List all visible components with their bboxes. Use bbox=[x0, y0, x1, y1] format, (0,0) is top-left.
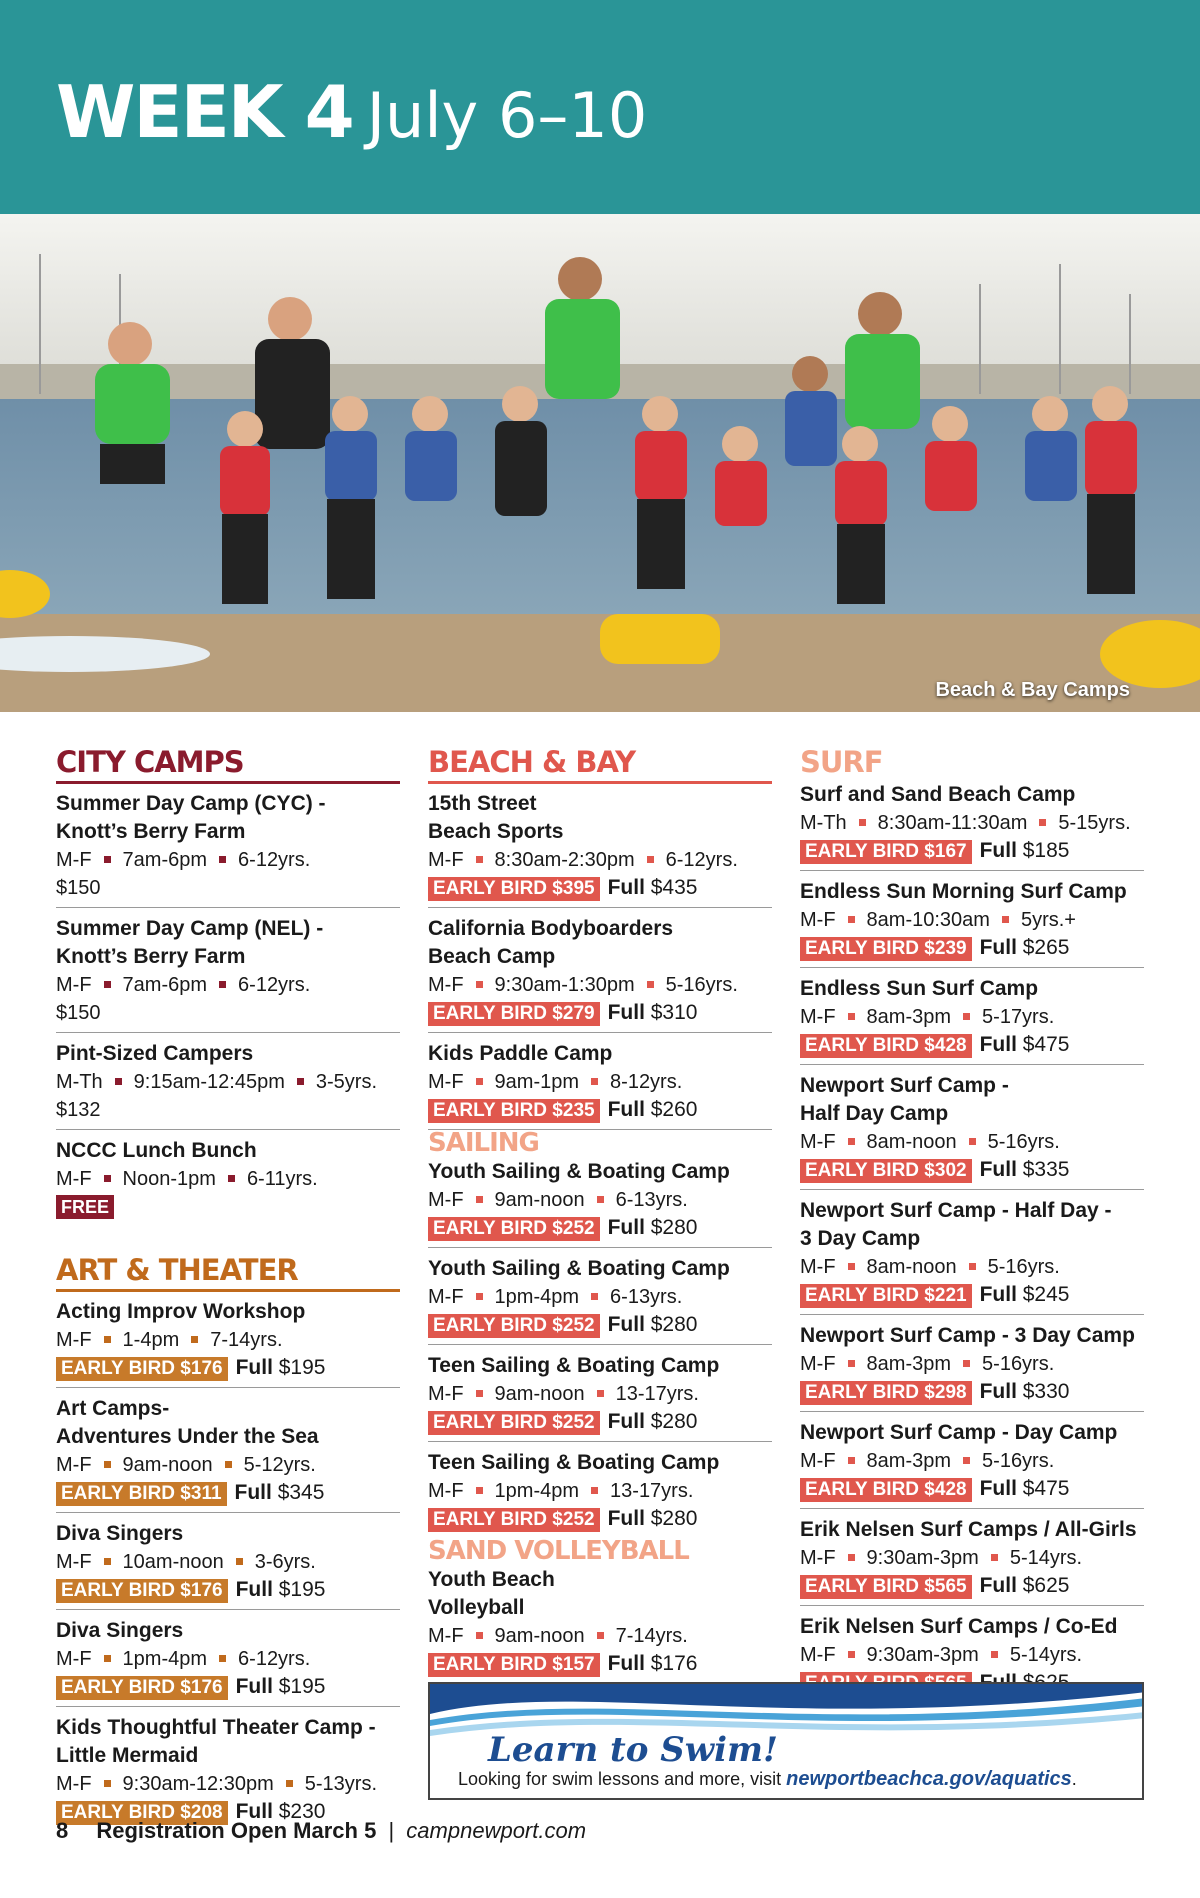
bullet-icon bbox=[963, 1360, 970, 1367]
section-art-theater: ART & THEATER bbox=[56, 1256, 400, 1292]
camp-schedule: M-F 1-4pm 7-14yrs. bbox=[56, 1329, 283, 1351]
camp-schedule: M-F 1pm-4pm 13-17yrs. bbox=[428, 1480, 694, 1502]
camp-name: Diva Singers bbox=[56, 1619, 184, 1642]
camp-name: Newport Surf Camp - Half Day Camp bbox=[800, 1074, 1009, 1125]
list-item bbox=[428, 788, 772, 908]
bullet-icon bbox=[219, 1655, 226, 1662]
bullet-icon bbox=[591, 1487, 598, 1494]
bullet-icon bbox=[476, 856, 483, 863]
list-item bbox=[428, 1350, 772, 1442]
bullet-icon bbox=[991, 1651, 998, 1658]
bullet-icon bbox=[597, 1632, 604, 1639]
camp-price: EARLY BIRD $208 Full $230 bbox=[56, 1798, 400, 1826]
early-bird-badge: EARLY BIRD $252 bbox=[428, 1217, 600, 1241]
free-badge: FREE bbox=[56, 1195, 114, 1219]
week-label: WEEK 4 bbox=[56, 70, 353, 154]
list-item bbox=[56, 788, 400, 908]
camp-photo bbox=[0, 214, 1200, 712]
bullet-icon bbox=[647, 856, 654, 863]
camp-schedule: M-F 9am-noon 13-17yrs. bbox=[428, 1383, 699, 1405]
early-bird-badge: EARLY BIRD $176 bbox=[56, 1357, 228, 1381]
column-3 bbox=[800, 745, 1144, 1707]
photo-caption: Beach & Bay Camps bbox=[935, 679, 1130, 701]
bullet-icon bbox=[228, 1175, 235, 1182]
camp-price: $150 bbox=[56, 877, 101, 899]
camp-name: Newport Surf Camp - 3 Day Camp bbox=[800, 1324, 1135, 1347]
week-dates: July 6–10 bbox=[366, 79, 648, 152]
camp-schedule: M-F 8am-3pm 5-17yrs. bbox=[800, 1006, 1055, 1028]
camp-schedule: M-F 8am-noon 5-16yrs. bbox=[800, 1256, 1060, 1278]
bullet-icon bbox=[476, 1078, 483, 1085]
bullet-icon bbox=[104, 1336, 111, 1343]
list-item bbox=[428, 1156, 772, 1248]
bullet-icon bbox=[848, 1554, 855, 1561]
bullet-icon bbox=[848, 1457, 855, 1464]
early-bird-badge: EARLY BIRD $565 bbox=[800, 1575, 972, 1599]
early-bird-badge: EARLY BIRD $239 bbox=[800, 937, 972, 961]
camp-price: EARLY BIRD $298 Full $330 bbox=[800, 1378, 1144, 1406]
early-bird-badge: EARLY BIRD $208 bbox=[56, 1801, 228, 1825]
camp-schedule: M-F 8am-10:30am 5yrs.+ bbox=[800, 909, 1076, 931]
column-2 bbox=[428, 745, 772, 1688]
bullet-icon bbox=[991, 1554, 998, 1561]
camp-schedule: M-F 1pm-4pm 6-12yrs. bbox=[56, 1648, 311, 1670]
camp-price: EARLY BIRD $176 Full $195 bbox=[56, 1673, 400, 1701]
camp-price: EARLY BIRD $252 Full $280 bbox=[428, 1214, 772, 1242]
list-item bbox=[428, 1564, 772, 1683]
bullet-icon bbox=[848, 1013, 855, 1020]
footer-separator: | bbox=[388, 1818, 395, 1843]
camp-price: EARLY BIRD $428 Full $475 bbox=[800, 1031, 1144, 1059]
camp-schedule: M-F 9:30am-3pm 5-14yrs. bbox=[800, 1644, 1083, 1666]
list-item bbox=[800, 1195, 1144, 1315]
bullet-icon bbox=[104, 1558, 111, 1565]
page-header bbox=[0, 0, 1200, 214]
list-item bbox=[800, 1320, 1144, 1412]
bullet-icon bbox=[1039, 819, 1046, 826]
camp-price: EARLY BIRD $565 Full $625 bbox=[800, 1572, 1144, 1600]
camp-price: EARLY BIRD $279 Full $310 bbox=[428, 999, 772, 1027]
list-item bbox=[800, 876, 1144, 968]
bullet-icon bbox=[297, 1078, 304, 1085]
camp-price: EARLY BIRD $252 Full $280 bbox=[428, 1505, 772, 1533]
camp-name: Youth Beach Volleyball bbox=[428, 1568, 555, 1619]
camp-price: EARLY BIRD $252 Full $280 bbox=[428, 1408, 772, 1436]
list-item bbox=[800, 1417, 1144, 1509]
early-bird-badge: EARLY BIRD $298 bbox=[800, 1381, 972, 1405]
bullet-icon bbox=[859, 819, 866, 826]
camp-price: EARLY BIRD $302 Full $335 bbox=[800, 1156, 1144, 1184]
early-bird-badge: EARLY BIRD $176 bbox=[56, 1676, 228, 1700]
early-bird-badge: EARLY BIRD $302 bbox=[800, 1159, 972, 1183]
early-bird-badge: EARLY BIRD $167 bbox=[800, 840, 972, 864]
bullet-icon bbox=[476, 1487, 483, 1494]
camp-price: EARLY BIRD $428 Full $475 bbox=[800, 1475, 1144, 1503]
bullet-icon bbox=[236, 1558, 243, 1565]
list-item bbox=[428, 913, 772, 1033]
camp-schedule: M-F 8am-noon 5-16yrs. bbox=[800, 1131, 1060, 1153]
bullet-icon bbox=[476, 1196, 483, 1203]
camp-name: Diva Singers bbox=[56, 1522, 184, 1545]
bullet-icon bbox=[104, 856, 111, 863]
camp-name: NCCC Lunch Bunch bbox=[56, 1139, 257, 1162]
camp-schedule: M-F 7am-6pm 6-12yrs. bbox=[56, 849, 311, 871]
camp-price: EARLY BIRD $252 Full $280 bbox=[428, 1311, 772, 1339]
camp-price: $150 bbox=[56, 1002, 101, 1024]
list-item bbox=[56, 913, 400, 1033]
camp-price: EARLY BIRD $395 Full $435 bbox=[428, 874, 772, 902]
camp-name: Kids Paddle Camp bbox=[428, 1042, 613, 1065]
swim-title: Learn to Swim! bbox=[488, 1730, 778, 1770]
bullet-icon bbox=[848, 1263, 855, 1270]
bullet-icon bbox=[848, 1360, 855, 1367]
camp-schedule: M-F 9:30am-3pm 5-14yrs. bbox=[800, 1547, 1083, 1569]
early-bird-badge: EARLY BIRD $252 bbox=[428, 1508, 600, 1532]
camp-schedule: M-F 7am-6pm 6-12yrs. bbox=[56, 974, 311, 996]
section-sailing: SAILING bbox=[428, 1128, 539, 1158]
list-item bbox=[56, 1615, 400, 1707]
list-item bbox=[56, 1038, 400, 1130]
camp-name: Acting Improv Workshop bbox=[56, 1300, 306, 1323]
list-item bbox=[800, 1514, 1144, 1606]
camp-schedule: M-Th 9:15am-12:45pm 3-5yrs. bbox=[56, 1071, 377, 1093]
bullet-icon bbox=[969, 1263, 976, 1270]
bullet-icon bbox=[476, 981, 483, 988]
camp-schedule: M-F 9:30am-1:30pm 5-16yrs. bbox=[428, 974, 738, 996]
camp-schedule: M-F 10am-noon 3-6yrs. bbox=[56, 1551, 316, 1573]
camp-price: EARLY BIRD $235 Full $260 bbox=[428, 1096, 772, 1124]
early-bird-badge: EARLY BIRD $221 bbox=[800, 1284, 972, 1308]
page-number: 8 bbox=[56, 1818, 69, 1843]
column-1 bbox=[56, 745, 400, 1836]
bullet-icon bbox=[219, 856, 226, 863]
camp-schedule: M-F 9am-noon 7-14yrs. bbox=[428, 1625, 688, 1647]
camp-schedule: M-F Noon-1pm 6-11yrs. bbox=[56, 1168, 318, 1190]
bullet-icon bbox=[104, 1780, 111, 1787]
camp-price: EARLY BIRD $157 Full $176 bbox=[428, 1650, 772, 1678]
camp-schedule: M-F 1pm-4pm 6-13yrs. bbox=[428, 1286, 683, 1308]
camp-name: Summer Day Camp (CYC) - Knott’s Berry Farm bbox=[56, 792, 326, 843]
bullet-icon bbox=[476, 1390, 483, 1397]
bullet-icon bbox=[225, 1461, 232, 1468]
camp-name: Art Camps- Adventures Under the Sea bbox=[56, 1397, 319, 1448]
list-item bbox=[800, 779, 1144, 871]
camp-name: Teen Sailing & Boating Camp bbox=[428, 1451, 720, 1474]
swim-subtitle: Looking for swim lessons and more, visit newportbeachca.gov/aquatics. bbox=[458, 1768, 1077, 1790]
camp-name: Summer Day Camp (NEL) - Knott’s Berry Farm bbox=[56, 917, 324, 968]
bullet-icon bbox=[969, 1138, 976, 1145]
bullet-icon bbox=[591, 1078, 598, 1085]
page-footer bbox=[56, 1818, 586, 1844]
camp-schedule: M-F 8am-3pm 5-16yrs. bbox=[800, 1450, 1055, 1472]
bullet-icon bbox=[647, 981, 654, 988]
bullet-icon bbox=[848, 916, 855, 923]
section-beach-bay: BEACH & BAY bbox=[428, 748, 772, 784]
camp-price: EARLY BIRD $221 Full $245 bbox=[800, 1281, 1144, 1309]
early-bird-badge: EARLY BIRD $235 bbox=[428, 1099, 600, 1123]
list-item bbox=[56, 1393, 400, 1513]
camp-price: EARLY BIRD $167 Full $185 bbox=[800, 837, 1144, 865]
bullet-icon bbox=[115, 1078, 122, 1085]
aquatics-link[interactable]: newportbeachca.gov/aquatics bbox=[786, 1768, 1072, 1790]
camp-name: Erik Nelsen Surf Camps / Co-Ed bbox=[800, 1615, 1118, 1638]
camp-price: EARLY BIRD $176 Full $195 bbox=[56, 1354, 400, 1382]
camp-price: EARLY BIRD $239 Full $265 bbox=[800, 934, 1144, 962]
section-surf: SURF bbox=[800, 745, 883, 779]
list-item bbox=[56, 1135, 400, 1226]
early-bird-badge: EARLY BIRD $395 bbox=[428, 877, 600, 901]
early-bird-badge: EARLY BIRD $428 bbox=[800, 1034, 972, 1058]
camp-name: Newport Surf Camp - Half Day - 3 Day Camp bbox=[800, 1199, 1112, 1250]
bullet-icon bbox=[1002, 916, 1009, 923]
camp-price: $132 bbox=[56, 1099, 101, 1121]
learn-to-swim-banner[interactable] bbox=[428, 1682, 1144, 1800]
early-bird-badge: EARLY BIRD $252 bbox=[428, 1411, 600, 1435]
section-city-camps: CITY CAMPS bbox=[56, 748, 400, 784]
bullet-icon bbox=[848, 1651, 855, 1658]
bullet-icon bbox=[963, 1013, 970, 1020]
bullet-icon bbox=[286, 1780, 293, 1787]
camp-name: Endless Sun Surf Camp bbox=[800, 977, 1039, 1000]
camp-name: Youth Sailing & Boating Camp bbox=[428, 1160, 730, 1183]
week-title bbox=[56, 70, 648, 154]
early-bird-badge: EARLY BIRD $279 bbox=[428, 1002, 600, 1026]
camp-name: Newport Surf Camp - Day Camp bbox=[800, 1421, 1118, 1444]
camp-name: Erik Nelsen Surf Camps / All-Girls bbox=[800, 1518, 1137, 1541]
camp-schedule: M-F 9am-1pm 8-12yrs. bbox=[428, 1071, 683, 1093]
camp-name: Pint-Sized Campers bbox=[56, 1042, 254, 1065]
camp-schedule: M-F 9:30am-12:30pm 5-13yrs. bbox=[56, 1773, 377, 1795]
beach-photo-illustration bbox=[0, 214, 1200, 712]
camp-schedule: M-F 8am-3pm 5-16yrs. bbox=[800, 1353, 1055, 1375]
bullet-icon bbox=[597, 1196, 604, 1203]
list-item bbox=[428, 1038, 772, 1130]
list-item bbox=[428, 1253, 772, 1345]
early-bird-badge: EARLY BIRD $157 bbox=[428, 1653, 600, 1677]
camp-schedule: M-F 9am-noon 5-12yrs. bbox=[56, 1454, 316, 1476]
list-item bbox=[428, 1447, 772, 1538]
camp-price: EARLY BIRD $311 Full $345 bbox=[56, 1479, 400, 1507]
list-item bbox=[56, 1712, 400, 1831]
camp-price: EARLY BIRD $176 Full $195 bbox=[56, 1576, 400, 1604]
early-bird-badge: EARLY BIRD $252 bbox=[428, 1314, 600, 1338]
list-item bbox=[56, 1518, 400, 1610]
bullet-icon bbox=[597, 1390, 604, 1397]
bullet-icon bbox=[104, 1175, 111, 1182]
section-sand-volleyball: SAND VOLLEYBALL bbox=[428, 1536, 689, 1566]
bullet-icon bbox=[104, 1655, 111, 1662]
bullet-icon bbox=[191, 1336, 198, 1343]
bullet-icon bbox=[476, 1632, 483, 1639]
bullet-icon bbox=[104, 1461, 111, 1468]
site-link[interactable]: campnewport.com bbox=[406, 1818, 587, 1843]
camp-name: Kids Thoughtful Theater Camp - Little Mermaid bbox=[56, 1716, 376, 1767]
bullet-icon bbox=[963, 1457, 970, 1464]
early-bird-badge: EARLY BIRD $176 bbox=[56, 1579, 228, 1603]
early-bird-badge: EARLY BIRD $311 bbox=[56, 1482, 227, 1506]
bullet-icon bbox=[476, 1293, 483, 1300]
camp-schedule: M-Th 8:30am-11:30am 5-15yrs. bbox=[800, 812, 1131, 834]
camp-name: 15th Street Beach Sports bbox=[428, 792, 564, 843]
camp-name: California Bodyboarders Beach Camp bbox=[428, 917, 674, 968]
early-bird-badge: EARLY BIRD $428 bbox=[800, 1478, 972, 1502]
bullet-icon bbox=[848, 1138, 855, 1145]
list-item bbox=[56, 1296, 400, 1388]
camp-name: Teen Sailing & Boating Camp bbox=[428, 1354, 720, 1377]
camp-name: Endless Sun Morning Surf Camp bbox=[800, 880, 1127, 903]
bullet-icon bbox=[219, 981, 226, 988]
list-item bbox=[800, 973, 1144, 1065]
camp-name: Surf and Sand Beach Camp bbox=[800, 783, 1076, 806]
bullet-icon bbox=[104, 981, 111, 988]
list-item bbox=[800, 1070, 1144, 1190]
camp-schedule: M-F 8:30am-2:30pm 6-12yrs. bbox=[428, 849, 738, 871]
registration-note: Registration Open March 5 bbox=[96, 1818, 377, 1843]
camp-schedule: M-F 9am-noon 6-13yrs. bbox=[428, 1189, 688, 1211]
bullet-icon bbox=[591, 1293, 598, 1300]
camp-name: Youth Sailing & Boating Camp bbox=[428, 1257, 730, 1280]
